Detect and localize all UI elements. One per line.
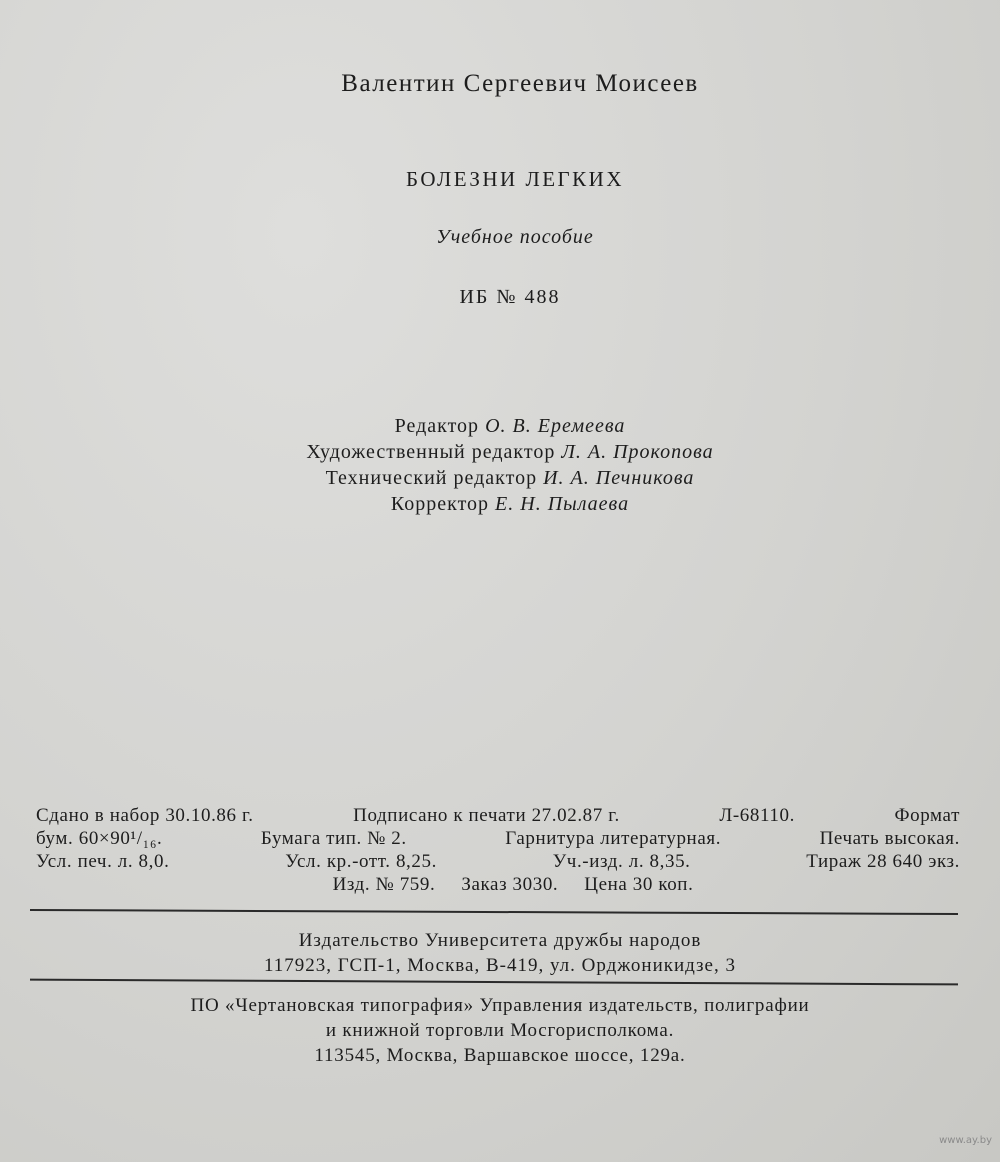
book-subtitle: Учебное пособие — [436, 226, 594, 248]
publisher-name: Издательство Университета дружбы народов — [298, 930, 702, 951]
divider — [30, 979, 958, 986]
color-prints: Усл. кр.-отт. 8,25. — [285, 851, 437, 872]
staff-person: И. А. Печникова — [543, 467, 695, 489]
typeset-date: Сдано в набор 30.10.86 г. — [36, 805, 254, 826]
publisher-address: 117923, ГСП-1, Москва, В-419, ул. Орджоникидзе, 3 — [264, 955, 736, 976]
print-details — [36, 804, 960, 896]
staff-credits — [0, 413, 1000, 517]
order-number: Заказ 3030. — [461, 874, 559, 895]
format-label: Формат — [894, 805, 960, 826]
book-title: БОЛЕЗНИ ЛЕГКИХ — [405, 167, 624, 191]
printer-block — [0, 993, 1000, 1068]
staff-line-technical-editor — [0, 465, 1000, 491]
publisher-sheets: Уч.-изд. л. 8,35. — [552, 851, 691, 872]
paper-format: бум. 60×90¹/₁₆. — [36, 828, 163, 849]
license-number: Л-68110. — [719, 805, 795, 826]
staff-role: Корректор — [390, 493, 490, 515]
edition-number: Изд. № 759. — [332, 874, 436, 895]
staff-person: О. В. Еремеева — [485, 415, 626, 437]
site-watermark: www.ay.by — [939, 1135, 992, 1146]
staff-line-art-editor — [0, 439, 1000, 465]
printed-sheets: Усл. печ. л. 8,0. — [36, 851, 170, 872]
author-name: Валентин Сергеевич Моисеев — [341, 70, 699, 97]
paper-type: Бумага тип. № 2. — [260, 828, 407, 849]
staff-line-proofreader — [0, 491, 1000, 517]
print-details-row — [36, 827, 960, 850]
staff-role: Редактор — [394, 415, 480, 437]
print-run: Тираж 28 640 экз. — [806, 851, 960, 872]
staff-line-editor — [0, 413, 1000, 439]
divider — [30, 909, 958, 915]
print-details-row — [36, 804, 960, 827]
price: Цена 30 коп. — [584, 874, 694, 895]
print-method: Печать высокая. — [819, 828, 960, 849]
staff-role: Художественный редактор — [306, 441, 556, 463]
printer-organization: и книжной торговли Мосгорисполкома. — [325, 1020, 675, 1041]
print-details-row — [36, 873, 960, 896]
staff-person: Е. Н. Пылаева — [495, 493, 630, 515]
typeface: Гарнитура литературная. — [505, 828, 722, 849]
printer-name: ПО «Чертановская типография» Управления издательств, полиграфии — [190, 995, 810, 1016]
signed-date: Подписано к печати 27.02.87 г. — [353, 805, 620, 826]
ib-number: ИБ № 488 — [459, 286, 561, 308]
staff-role: Технический редактор — [325, 467, 538, 489]
printer-address: 113545, Москва, Варшавское шоссе, 129а. — [314, 1045, 686, 1066]
publisher-block — [0, 928, 1000, 978]
staff-person: Л. А. Прокопова — [561, 441, 714, 463]
print-details-row — [36, 850, 960, 873]
